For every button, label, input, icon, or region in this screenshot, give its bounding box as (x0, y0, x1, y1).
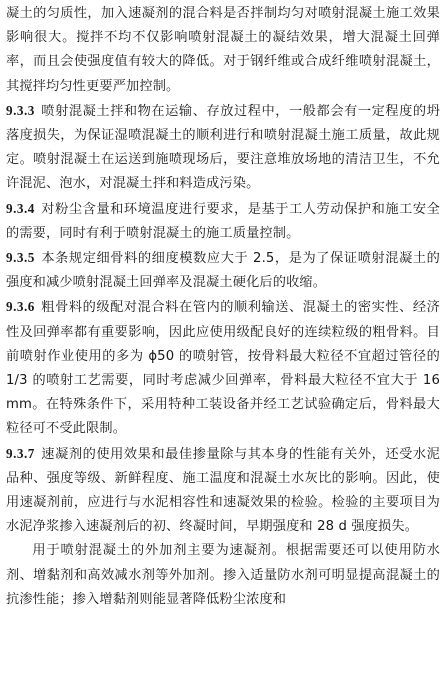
paragraph-text: 用于喷射混凝土的外加剂主要为速凝剂。根据需要还可以使用防水剂、增黏剂和高效减水剂等外加剂。掺入适量防水剂可明显提高混凝土的抗渗性能；掺入增黏剂则能显著降低粉尘浓度和 (6, 543, 440, 607)
clause-9-3-5 (6, 246, 440, 295)
clause-number: 9.3.3 (6, 102, 35, 118)
clause-number: 9.3.5 (6, 250, 35, 266)
clause-9-3-7 (6, 442, 440, 540)
paragraph-text: 凝土的匀质性，加入速凝剂的混合料是否拌制均匀对喷射混凝土施工效果影响很大。搅拌不均不仅影响喷射混凝土的凝结效果，增大混凝土回弹率，而且会使强度值有较大的降低。对于钢纤维或合成纤维喷射混凝土，其搅拌均匀性更要严加控制。 (6, 6, 440, 94)
clause-number: 9.3.7 (6, 445, 35, 461)
clause-text: 对粉尘含量和环境温度进行要求，是基于工人劳动保护和施工安全的需要，同时有利于喷射混凝土的施工质量控制。 (6, 201, 440, 241)
clause-9-3-4 (6, 197, 440, 246)
clause-text: 速凝剂的使用效果和最佳掺量除与其本身的性能有关外，还受水泥品种、强度等级、新鲜程度、施工温度和混凝土水灰比的影响。因此，使用速凝剂前，应进行与水泥相容性和速凝效果的检验。检验的主要项目为水泥净浆掺入速凝剂后的初、终凝时间，早期强度和 28 d 强度损失。 (6, 446, 440, 535)
paragraph-admixtures (6, 539, 440, 612)
clause-number: 9.3.6 (6, 299, 35, 315)
clause-text: 喷射混凝土拌和物在运输、存放过程中，一般都会有一定程度的坍落度损失，为保证湿喷混凝土的顺利进行和喷射混凝土施工质量，故此规定。喷射混凝土在运送到施喷现场后，要注意堆放场地的清洁卫生，不允许混泥、泡水，对混凝土拌和料造成污染。 (6, 103, 440, 192)
clause-text: 粗骨料的级配对混合料在管内的顺利输送、混凝土的密实性、经济性及回弹率都有重要影响，因此应使用级配良好的连续粒级的粗骨料。目前喷射作业使用的多为 ϕ50 的喷射管，按骨料最大粒径不宜超过管径的 1/3 的喷射工艺需要，同时考虑减少回弹率，骨料最大粒径不宜大于 16 mm。在特殊条件下，采用特种工装设备并经工艺试验确定后，骨料最大粒径可不受此限制。 (6, 300, 440, 437)
document-page (6, 2, 440, 612)
clause-number: 9.3.4 (6, 200, 35, 216)
clause-9-3-6 (6, 295, 440, 441)
paragraph-continuation (6, 2, 440, 99)
clause-9-3-3 (6, 99, 440, 197)
clause-text: 本条规定细骨料的细度模数应大于 2.5，是为了保证喷射混凝土的强度和减少喷射混凝土回弹率及混凝土硬化后的收缩。 (6, 251, 440, 291)
